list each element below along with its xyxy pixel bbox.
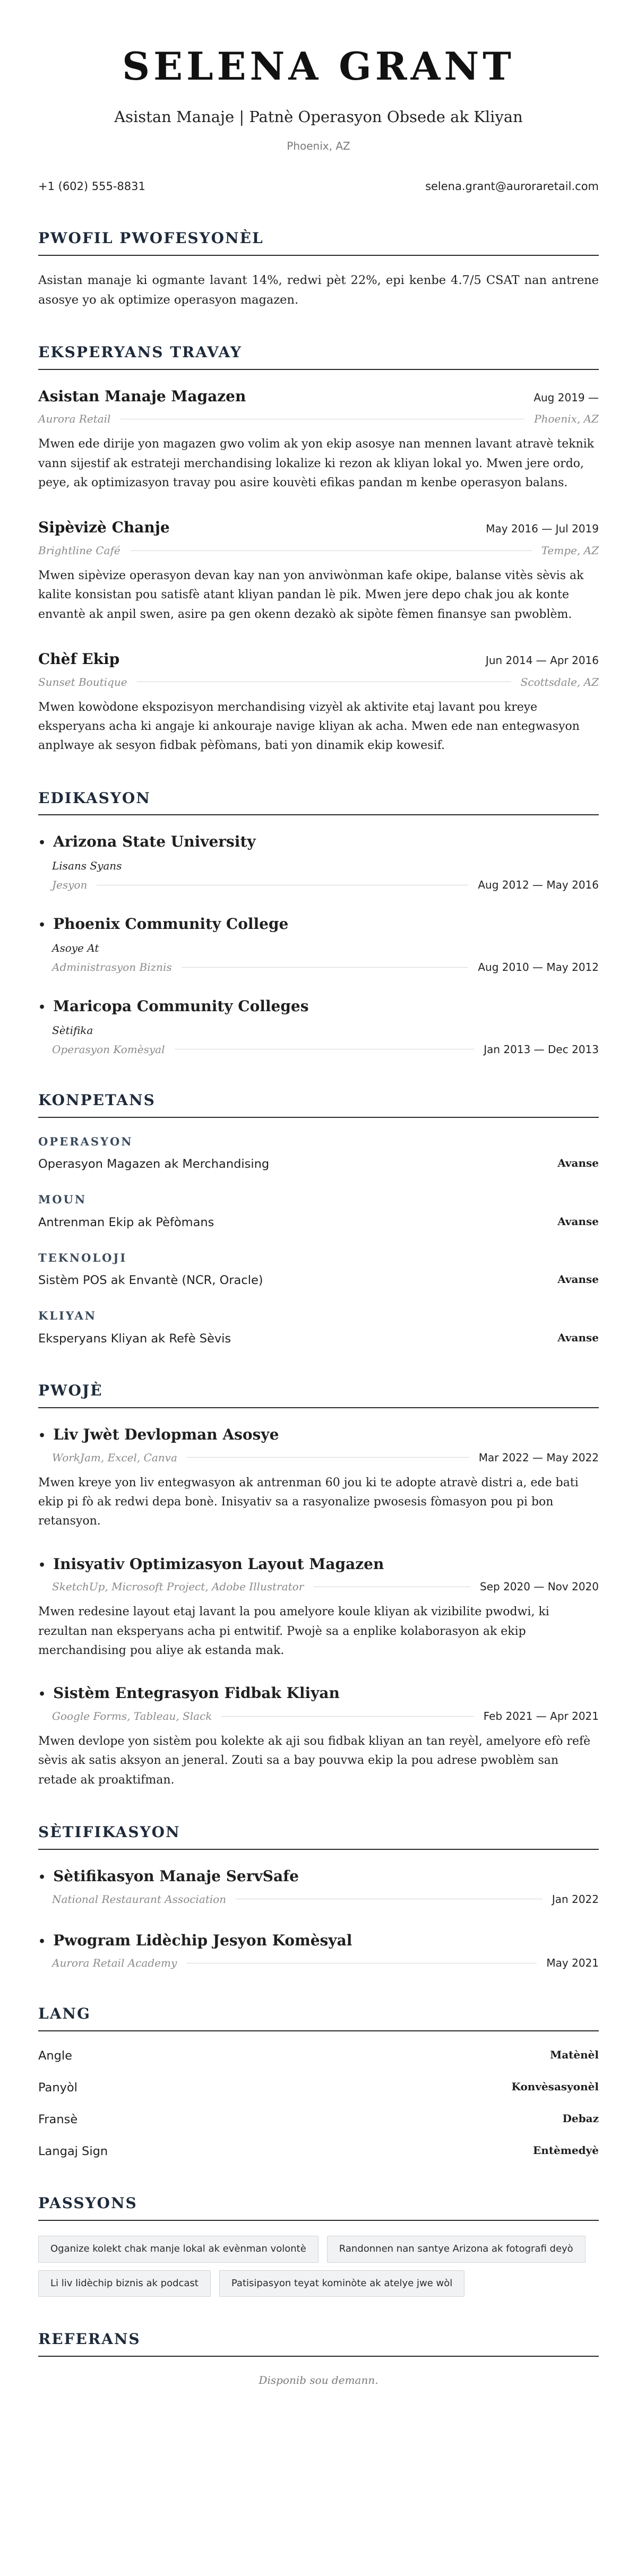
project-tools: WorkJam, Excel, Canva <box>52 1451 177 1464</box>
job-title: Sipèvizè Chanje <box>38 519 170 537</box>
references-section <box>38 2328 599 2389</box>
job-description: Mwen ede dirije yon magazen gwo volim ak yon ekip asosye nan mennen lavant atravè teknik vann sijestif ak estrateji merchandising lokalize ki rezon ak kliyan lokal yo. Mwen jere ordo, peye, ak optimizasyon travay pou asire kouvèti efikas pandan m kenbe operasyon balans. <box>38 437 595 490</box>
bullet-icon: • <box>38 1934 46 1949</box>
field-of-study: Jesyon <box>52 878 88 892</box>
headline: Asistan Manaje | Patnè Operasyon Obsede ak Kliyan <box>114 107 523 126</box>
education-section <box>38 787 599 1058</box>
project-dates: Mar 2022 — May 2022 <box>478 1451 599 1464</box>
bullet-icon: • <box>38 836 46 850</box>
project-description: Mwen kreye yon liv entegwasyon ak antrenman 60 jou ki te adopte atravè distri a, ede bati ekip pi fò ak redwi depa bonè. Inisyativ sa a rasyonalize pwosesis fòmasyon pou pi bon retansyon. <box>38 1476 579 1528</box>
references-text: Disponib sou demann. <box>259 2374 378 2387</box>
language-level: Entèmedyè <box>533 2144 599 2157</box>
section-title: REFERANS <box>38 2328 599 2357</box>
skill-group <box>38 1191 599 1232</box>
skill-level: Avanse <box>557 1273 599 1286</box>
interest-tag: Randonnen nan santye Arizona ak fotografi deyò <box>327 2236 586 2263</box>
degree: Asoye At <box>52 942 99 955</box>
job-description: Mwen sipèvize operasyon devan kay nan yon anviwònman kafe okipe, balanse vitès sèvis ak kalite konsistan pou satisfè atant kliyan pandan lè pik. Mwen jere depo chak jou ak konte envantè ak anpil swen, asire pa gen okenn dezakò ak sipòte fèmen finansye san pwoblèm. <box>38 569 584 621</box>
certification-name: Pwogram Lidèchip Jesyon Komèsyal <box>53 1931 352 1949</box>
language-name: Langaj Sign <box>38 2144 108 2159</box>
language-level: Konvèsasyonèl <box>511 2080 599 2093</box>
project-description: Mwen devlope yon sistèm pou kolekte ak aji sou fidbak kliyan an tan reyèl, amelyore efò refè sèvis ak satis aksyon an jeneral. Zouti sa a bay pouvwa ekip la pou adrese pwoblèm san retade ak proaktifman. <box>38 1735 591 1787</box>
certification-name: Sètifikasyon Manaje ServSafe <box>53 1867 299 1885</box>
job-location: Phoenix, AZ <box>534 412 599 426</box>
section-title: SÈTIFIKASYON <box>38 1821 599 1850</box>
project-entry <box>38 1682 599 1790</box>
skill-level: Avanse <box>557 1331 599 1345</box>
section-title: EKSPERYANS TRAVAY <box>38 341 599 370</box>
bullet-icon: • <box>38 1687 46 1702</box>
section-title: PWOJÈ <box>38 1379 599 1408</box>
school-name: Maricopa Community Colleges <box>53 997 309 1015</box>
resume-header <box>38 45 599 154</box>
section-title: KONPETANS <box>38 1089 599 1118</box>
skill-level: Avanse <box>557 1214 599 1228</box>
phone[interactable]: +1 (602) 555-8831 <box>38 180 145 193</box>
project-dates: Feb 2021 — Apr 2021 <box>483 1710 599 1723</box>
certification-entry <box>38 1865 599 1908</box>
language-row <box>38 2078 599 2097</box>
job-location: Scottsdale, AZ <box>520 675 599 688</box>
field-of-study: Operasyon Komèsyal <box>52 1043 165 1056</box>
languages-section <box>38 2002 599 2161</box>
education-dates: Aug 2010 — May 2012 <box>478 961 599 974</box>
bullet-icon: • <box>38 1558 46 1572</box>
divider <box>182 967 469 968</box>
education-entry <box>38 912 599 976</box>
job-company: Sunset Boutique <box>38 675 127 688</box>
education-dates: Jan 2013 — Dec 2013 <box>484 1043 599 1056</box>
language-row <box>38 2046 599 2065</box>
language-row <box>38 2142 599 2161</box>
project-tools: SketchUp, Microsoft Project, Adobe Illustrator <box>52 1580 304 1593</box>
candidate-name: SELENA GRANT <box>122 44 515 89</box>
bullet-icon: • <box>38 1001 46 1015</box>
skill-category: OPERASYON <box>38 1134 133 1148</box>
skill-group <box>38 1307 599 1348</box>
skill-category: MOUN <box>38 1193 87 1207</box>
degree: Lisans Syans <box>52 859 122 873</box>
interests-section <box>38 2192 599 2297</box>
interest-tag: Li liv lidèchip biznis ak podcast <box>38 2270 211 2297</box>
location: Phoenix, AZ <box>287 140 350 153</box>
summary-text: Asistan manaje ki ogmante lavant 14%, redwi pèt 22%, epi kenbe 4.7/5 CSAT nan antrene asosye yo ak optimize operasyon magazen. <box>38 273 599 307</box>
school-name: Phoenix Community College <box>53 915 289 933</box>
job-company: Brightline Café <box>38 544 120 557</box>
job-entry <box>38 648 599 756</box>
job-description: Mwen kowòdone ekspozisyon merchandising vizyèl ak aktivite etaj lavant pou kreye eksperyans acha ki angaje ki ankouraje navige kliyan ak acha. Mwen ede nan entegwasyon anplwaye ak sesyon fidbak pèfòmans, bati yon dinamik ekip kowesif. <box>38 700 580 753</box>
job-title: Chèf Ekip <box>38 650 120 668</box>
job-dates: May 2016 — Jul 2019 <box>486 522 599 536</box>
job-dates: Jun 2014 — Apr 2016 <box>485 654 599 667</box>
experience-section <box>38 341 599 756</box>
interest-tag: Patisipasyon teyat kominòte ak atelye jwe wòl <box>219 2270 464 2297</box>
project-name: Inisyativ Optimizasyon Layout Magazen <box>53 1555 384 1573</box>
divider <box>221 1716 474 1717</box>
skill-group <box>38 1249 599 1290</box>
certification-date: Jan 2022 <box>552 1892 599 1906</box>
project-description: Mwen redesine layout etaj lavant la pou amelyore koule kliyan ak vizibilite pwodwi, ki rezultan nan eksperyans acha pi entwitif. Pwojè sa a enplike kolaborasyon ak ekip merchandising pou aliye ak estanda mak. <box>38 1605 549 1657</box>
project-name: Sistèm Entegrasyon Fidbak Kliyan <box>53 1684 340 1702</box>
school-name: Arizona State University <box>53 833 256 851</box>
job-dates: Aug 2019 — <box>533 391 599 404</box>
language-name: Fransè <box>38 2113 78 2127</box>
contact-row <box>38 178 599 196</box>
education-entry <box>38 830 599 893</box>
project-dates: Sep 2020 — Nov 2020 <box>480 1580 599 1593</box>
summary-section <box>38 227 599 310</box>
skill-name: Eksperyans Kliyan ak Refè Sèvis <box>38 1332 231 1346</box>
skill-category: TEKNOLOJI <box>38 1251 127 1264</box>
project-entry <box>38 1423 599 1531</box>
language-name: Angle <box>38 2049 73 2063</box>
education-entry <box>38 995 599 1058</box>
certification-issuer: Aurora Retail Academy <box>52 1957 177 1970</box>
interest-tag: Oganize kolekt chak manje lokal ak evènman volontè <box>38 2236 318 2263</box>
section-title: PWOFIL PWOFESYONÈL <box>38 227 599 256</box>
divider <box>187 1457 469 1458</box>
bullet-icon: • <box>38 1870 46 1884</box>
bullet-icon: • <box>38 918 46 933</box>
education-dates: Aug 2012 — May 2016 <box>478 878 599 892</box>
section-title: EDIKASYON <box>38 787 599 816</box>
skill-category: KLIYAN <box>38 1309 97 1323</box>
language-name: Panyòl <box>38 2081 78 2095</box>
section-title: LANG <box>38 2002 599 2031</box>
skill-name: Sistèm POS ak Envantè (NCR, Oracle) <box>38 1273 263 1288</box>
projects-section <box>38 1379 599 1790</box>
certification-date: May 2021 <box>546 1957 599 1970</box>
skill-name: Operasyon Magazen ak Merchandising <box>38 1157 270 1171</box>
interest-tags <box>38 2236 599 2297</box>
certification-entry <box>38 1929 599 1972</box>
field-of-study: Administrasyon Biznis <box>52 961 172 974</box>
job-entry <box>38 385 599 493</box>
skills-section <box>38 1089 599 1348</box>
divider <box>130 550 532 551</box>
language-level: Debaz <box>562 2112 599 2125</box>
skill-name: Antrenman Ekip ak Pèfòmans <box>38 1215 214 1229</box>
email[interactable]: selena.grant@auroraretail.com <box>425 180 599 193</box>
skill-level: Avanse <box>557 1157 599 1170</box>
bullet-icon: • <box>38 1428 46 1443</box>
project-tools: Google Forms, Tableau, Slack <box>52 1710 212 1723</box>
certification-issuer: National Restaurant Association <box>52 1892 227 1906</box>
skill-group <box>38 1133 599 1174</box>
degree: Sètifika <box>52 1023 93 1037</box>
language-level: Matènèl <box>550 2048 599 2062</box>
job-title: Asistan Manaje Magazen <box>38 387 246 405</box>
section-title: PASSYONS <box>38 2192 599 2221</box>
certifications-section <box>38 1821 599 1971</box>
project-name: Liv Jwèt Devlopman Asosye <box>53 1425 279 1443</box>
job-entry <box>38 516 599 624</box>
language-row <box>38 2110 599 2129</box>
job-company: Aurora Retail <box>38 412 111 426</box>
job-location: Tempe, AZ <box>541 544 599 557</box>
project-entry <box>38 1553 599 1661</box>
